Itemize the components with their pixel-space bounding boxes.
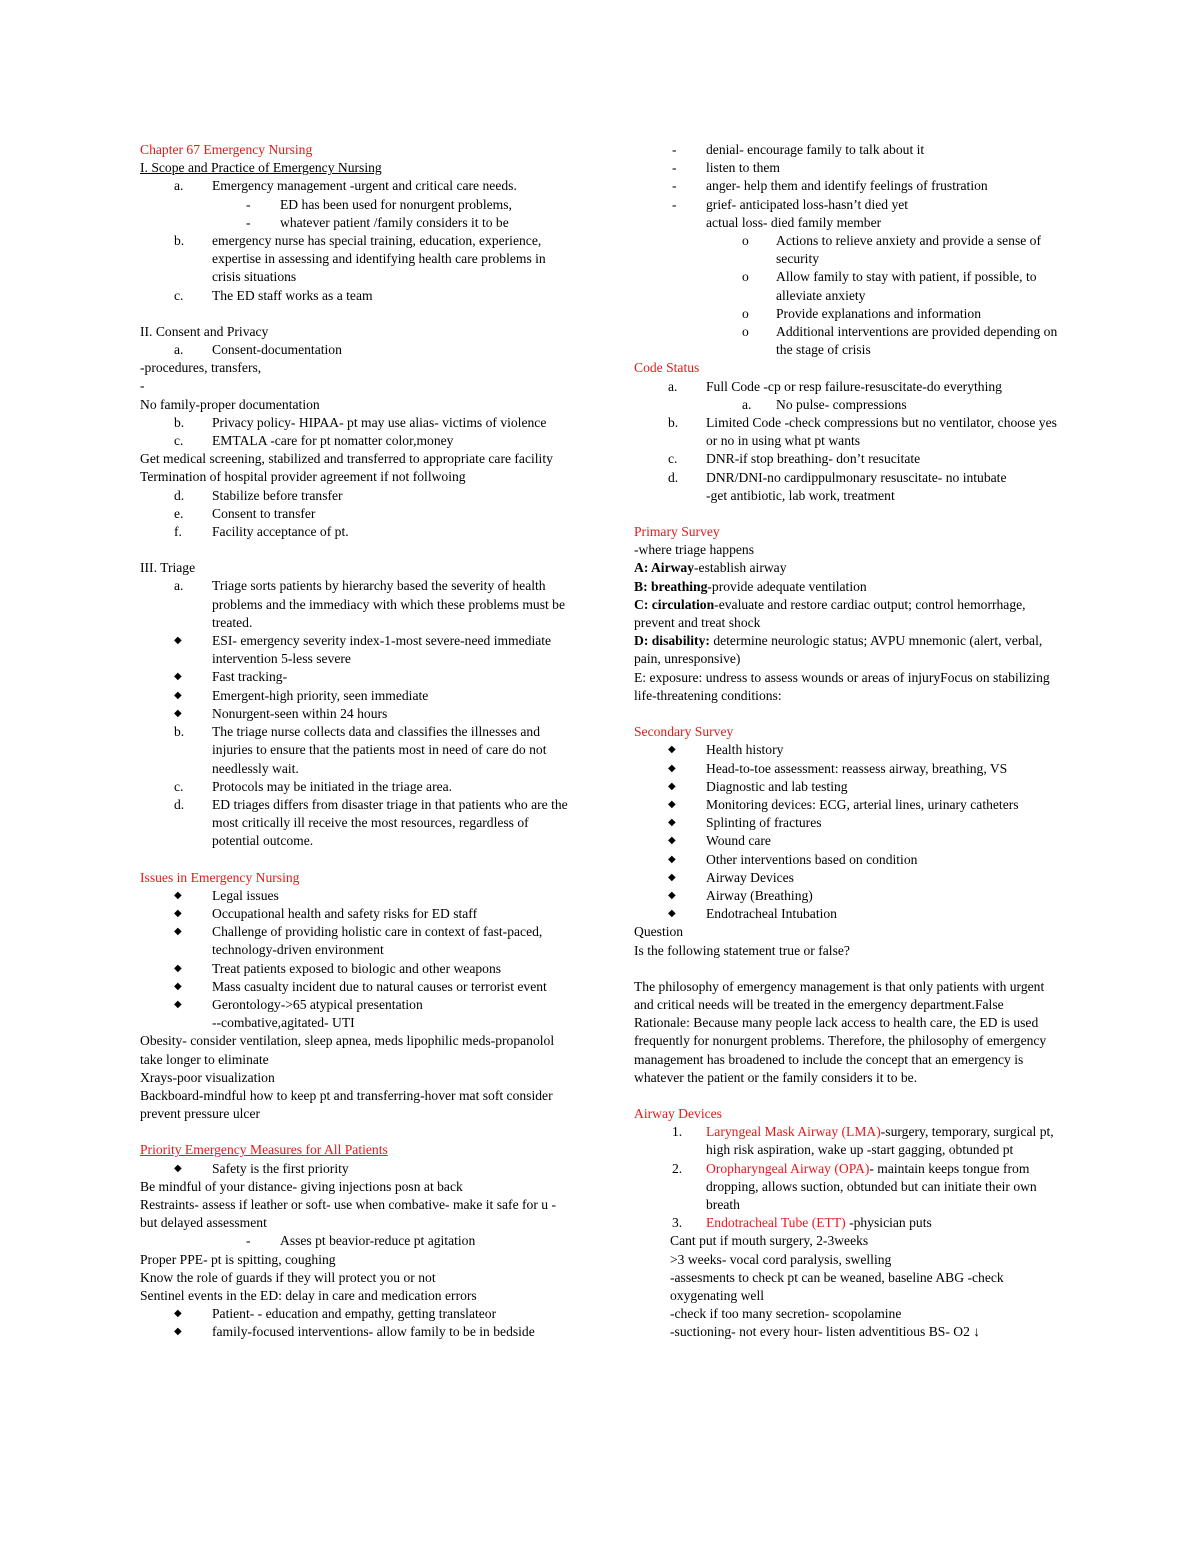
note-line: Sentinel events in the ED: delay in care and medication errors — [140, 1287, 477, 1303]
bullet-icon: ◆ — [174, 962, 182, 974]
list-item: 3. Endotracheal Tube (ETT) -physician puts — [672, 1215, 932, 1231]
bullet-icon: ◆ — [668, 762, 676, 774]
bullet-icon: ◆ — [174, 926, 182, 938]
note-line: Obesity- consider ventilation, sleep apnea, meds lipophilic meds-propanolol take longer to eliminate — [140, 1033, 555, 1067]
note-line: Cant put if mouth surgery, 2-3weeks — [670, 1233, 869, 1249]
list-item: d. Stabilize before transfer — [174, 487, 343, 503]
bullet-item: ◆ Airway (Breathing) — [634, 887, 1064, 905]
note-line: Proper PPE- pt is spitting, coughing — [140, 1251, 336, 1267]
list-item: o Additional interventions are provided depending on the stage of crisis — [742, 324, 1058, 358]
right-column — [634, 141, 1064, 1342]
list-item: - ED has been used for nonurgent problems, — [246, 196, 512, 212]
bullet-icon: ◆ — [668, 908, 676, 920]
list-item: - grief- anticipated loss-hasn’t died yet — [672, 196, 909, 212]
note-line: -procedures, transfers, — [140, 360, 262, 376]
note-line: The philosophy of emergency management is that only patients with urgent and critical needs will be treated in the emergency department.False — [634, 978, 1045, 1012]
section-heading: II. Consent and Privacy — [140, 323, 269, 339]
note-line: Know the role of guards if they will protect you or not — [140, 1269, 436, 1285]
bullet-item: ◆ Occupational health and safety risks for ED staff — [140, 905, 568, 923]
list-item: 1. Laryngeal Mask Airway (LMA)-surgery, temporary, surgical pt, high risk aspiration, wake up -start gagging, obtunded pt — [672, 1124, 1054, 1158]
bullet-icon: ◆ — [174, 707, 182, 719]
list-item: b. Privacy policy- HIPAA- pt may use alias- victims of violence — [174, 414, 547, 430]
bullet-icon: ◆ — [174, 671, 182, 683]
bullet-item: ◆ ESI- emergency severity index-1-most severe-need immediate intervention 5-less severe — [174, 633, 552, 667]
bullet-icon: ◆ — [174, 689, 182, 701]
list-item: c. DNR-if stop breathing- don’t resucitate — [668, 451, 921, 467]
list-item: - whatever patient /family considers it to be — [246, 214, 509, 230]
bullet-item: ◆ Patient- - education and empathy, getting translateor — [140, 1305, 568, 1323]
note-line: Termination of hospital provider agreement if not follwoing — [140, 469, 466, 485]
list-item: 2. Oropharyngeal Airway (OPA)- maintain keeps tongue from dropping, allows suction, obtunded but can initiate their own breath — [672, 1160, 1037, 1212]
note-line: -suctioning- not every hour- listen adventitious BS- O2 ↓ — [670, 1324, 981, 1340]
bullet-item: ◆ Mass casualty incident due to natural causes or terrorist event — [140, 978, 568, 996]
note-line: No family-proper documentation — [140, 396, 320, 412]
bullet-item: ◆ Challenge of providing holistic care in context of fast-paced, technology-driven environment — [174, 924, 543, 958]
bullet-item: ◆ Splinting of fractures — [634, 814, 1064, 832]
note-line: actual loss- died family member — [706, 214, 882, 230]
section-heading: Airway Devices — [634, 1105, 722, 1121]
bullet-item: ◆ Endotracheal Intubation — [634, 905, 1064, 923]
bullet-icon: ◆ — [174, 635, 182, 647]
section-heading: Secondary Survey — [634, 724, 734, 740]
list-item: f. Facility acceptance of pt. — [174, 524, 349, 540]
bullet-icon: ◆ — [174, 889, 182, 901]
bullet-icon: ◆ — [174, 998, 182, 1010]
section-heading: Priority Emergency Measures for All Patients — [140, 1142, 388, 1158]
section-heading: Primary Survey — [634, 524, 720, 540]
bullet-icon: ◆ — [174, 1308, 182, 1320]
left-column — [140, 141, 568, 1342]
list-item: b. emergency nurse has special training, education, experience, expertise in assessing and identifying health care problems in crisis situations — [174, 233, 546, 285]
list-item: o Provide explanations and information — [742, 305, 981, 321]
note-line: Question — [634, 924, 684, 940]
bullet-icon: ◆ — [668, 853, 676, 865]
bullet-icon: ◆ — [668, 817, 676, 829]
note-line: Restraints- assess if leather or soft- use when combative- make it safe for u -but delayed assessment — [140, 1196, 556, 1231]
list-item: b. The triage nurse collects data and classifies the illnesses and injuries to ensure that the patients most in need of care do not needlessly wait. — [174, 724, 547, 776]
bullet-icon: ◆ — [668, 835, 676, 847]
note-line: Be mindful of your distance- giving injections posn at back — [140, 1178, 463, 1194]
list-item: c. Protocols may be initiated in the triage area. — [174, 778, 453, 794]
note-line: A: Airway-establish airway — [634, 560, 787, 576]
bullet-item: ◆ Wound care — [634, 832, 1064, 850]
note-line: Xrays-poor visualization — [140, 1069, 275, 1085]
bullet-item: ◆ Health history — [634, 741, 1064, 759]
bullet-item: ◆ Treat patients exposed to biologic and other weapons — [140, 960, 568, 978]
list-item: o Actions to relieve anxiety and provide a sense of security — [742, 233, 1041, 267]
list-item: d. ED triages differs from disaster triage in that patients who are the most critically ill receive the most resources, regardless of potential outcome. — [174, 796, 568, 849]
bullet-item: ◆ family-focused interventions- allow family to be in bedside — [140, 1323, 568, 1341]
bullet-item: ◆ Other interventions based on condition — [634, 851, 1064, 869]
list-item: - denial- encourage family to talk about it — [672, 142, 925, 157]
section-heading: I. Scope and Practice of Emergency Nursing — [140, 160, 382, 176]
bullet-item: ◆ Airway Devices — [634, 869, 1064, 887]
list-item: a. Emergency management -urgent and critical care needs. — [174, 178, 517, 194]
list-item: b. Limited Code -check compressions but no ventilator, choose yes or no in using what pt wants — [668, 415, 1057, 449]
list-item: d. DNR/DNI-no cardippulmonary resuscitate- no intubate — [668, 469, 1007, 485]
list-item: a. Full Code -cp or resp failure-resuscitate-do everything — [668, 378, 1002, 394]
list-item: a. No pulse- compressions — [742, 396, 907, 412]
bullet-icon: ◆ — [668, 889, 676, 901]
bullet-icon: ◆ — [174, 980, 182, 992]
bullet-icon: ◆ — [668, 871, 676, 883]
section-heading: III. Triage — [140, 560, 196, 576]
list-item: a. Triage sorts patients by hierarchy based the severity of health problems and the immediacy with which these problems must be treated. — [174, 578, 565, 630]
bullet-icon: ◆ — [174, 907, 182, 919]
note-line: -get antibiotic, lab work, treatment — [706, 487, 895, 503]
note-line: Get medical screening, stabilized and transferred to appropriate care facility — [140, 451, 553, 467]
note-line: -where triage happens — [634, 542, 755, 558]
list-item: - anger- help them and identify feelings of frustration — [672, 178, 988, 194]
bullet-item: ◆ Head-to-toe assessment: reassess airway, breathing, VS — [634, 760, 1064, 778]
bullet-item: ◆ Legal issues — [140, 887, 568, 905]
note-line: C: circulation-evaluate and restore cardiac output; control hemorrhage, prevent and treat shock — [634, 596, 1026, 631]
bullet-item: ◆ Monitoring devices: ECG, arterial lines, urinary catheters — [634, 796, 1064, 814]
bullet-item: ◆ Safety is the first priority — [140, 1160, 568, 1178]
note-line: D: disability: determine neurologic status; AVPU mnemonic (alert, verbal, pain, unresponsive) — [634, 633, 1043, 667]
note-line: Backboard-mindful how to keep pt and transferring-hover mat soft consider prevent pressure ulcer — [140, 1087, 553, 1122]
list-item: c. EMTALA -care for pt nomatter color,money — [174, 433, 454, 449]
note-line: B: breathing-provide adequate ventilation — [634, 578, 867, 594]
bullet-item: ◆ Nonurgent-seen within 24 hours — [140, 705, 568, 723]
bullet-item: ◆ Emergent-high priority, seen immediate — [140, 687, 568, 705]
section-heading: Issues in Emergency Nursing — [140, 869, 300, 885]
note-line: --combative,agitated- UTI — [212, 1015, 355, 1031]
bullet-item: ◆ Fast tracking- — [140, 668, 568, 686]
list-item: o Allow family to stay with patient, if possible, to alleviate anxiety — [742, 269, 1037, 303]
bullet-icon: ◆ — [174, 1326, 182, 1338]
note-line: E: exposure: undress to assess wounds or areas of injuryFocus on stabilizing life-threatening conditions: — [634, 669, 1050, 703]
list-item: a. Consent-documentation — [174, 342, 342, 358]
section-heading: Code Status — [634, 360, 700, 376]
list-item: - listen to them — [672, 160, 781, 176]
bullet-icon: ◆ — [174, 1162, 182, 1174]
bullet-icon: ◆ — [668, 780, 676, 792]
note-line: - — [140, 378, 145, 394]
list-item: c. The ED staff works as a team — [174, 287, 373, 303]
bullet-icon: ◆ — [668, 798, 676, 810]
chapter-title: Chapter 67 Emergency Nursing — [140, 142, 313, 157]
note-line: Rationale: Because many people lack access to health care, the ED is used frequently for nonurgent problems. Therefore, the philosophy of emergency management has broadened to include the concept that an emergency is whatever the patient or the family considers it to be. — [634, 1015, 1047, 1085]
note-line: -assesments to check pt can be weaned, baseline ABG -check oxygenating well — [670, 1269, 1004, 1303]
note-line: >3 weeks- vocal cord paralysis, swelling — [670, 1251, 892, 1267]
bullet-item: ◆ Gerontology->65 atypical presentation — [140, 996, 568, 1014]
note-line: -check if too many secretion- scopolamine — [670, 1306, 902, 1322]
list-item: e. Consent to transfer — [174, 505, 316, 521]
note-line: Is the following statement true or false? — [634, 942, 850, 958]
bullet-item: ◆ Diagnostic and lab testing — [634, 778, 1064, 796]
bullet-icon: ◆ — [668, 744, 676, 756]
list-item: - Asses pt beavior-reduce pt agitation — [246, 1233, 476, 1249]
